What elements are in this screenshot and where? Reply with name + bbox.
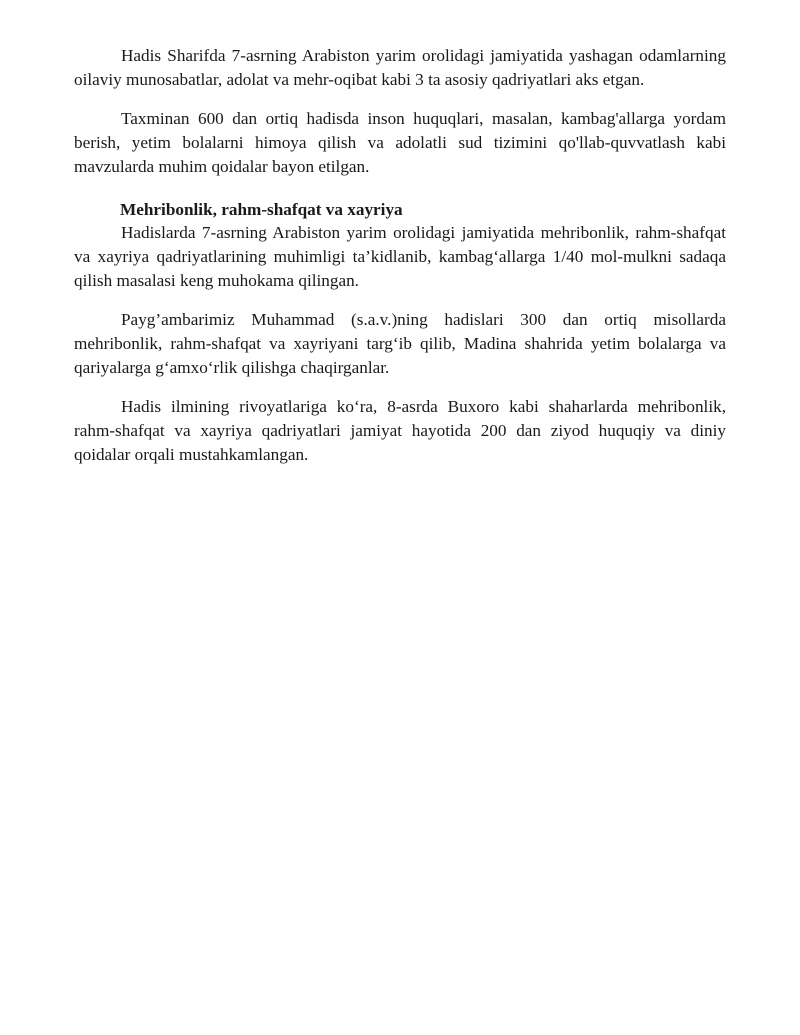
paragraph-human-rights: Taxminan 600 dan ortiq hadisda inson huquqlari, masalan, kambag'allarga yordam berish, yetim bolalarni himoya qilish va adolatli sud tizimini qo'llab-quvvatlash kabi mavzularda muhim qoidalar bayon etilgan. <box>74 109 726 176</box>
paragraph-charity-importance: Hadislarda 7-asrning Arabiston yarim orolidagi jamiyatida mehribonlik, rahm-shafqat va xayriya qadriyatlarining muhimligi ta’kidlanib, kambag‘allarga 1/40 mol-mulkni sadaqa qilish masalasi keng muhokama qilingan. <box>74 223 726 290</box>
paragraph-prophet-hadiths: Payg’ambarimiz Muhammad (s.a.v.)ning hadislari 300 dan ortiq misollarda mehribonlik, rahm-shafqat va xayriyani targ‘ib qilib, Madina shahrida yetim bolalarga va qariyalarga g‘amxo‘rlik qilishga chaqirganlar. <box>74 310 726 377</box>
paragraph-bukhara-rules: Hadis ilmining rivoyatlariga ko‘ra, 8-asrda Buxoro kabi shaharlarda mehribonlik, rahm-shafqat va xayriya qadriyatlari jamiyat hayotida 200 dan ziyod huquqiy va diniy qoidalar orqali mustahkamlangan. <box>74 397 726 464</box>
paragraph-family-values: Hadis Sharifda 7-asrning Arabiston yarim orolidagi jamiyatida yashagan odamlarning oilaviy munosabatlar, adolat va mehr-oqibat kabi 3 ta asosiy qadriyatlari aks etgan. <box>74 46 726 89</box>
document-page <box>74 44 726 482</box>
section-heading: Mehribonlik, rahm-shafqat va xayriya <box>120 200 403 219</box>
